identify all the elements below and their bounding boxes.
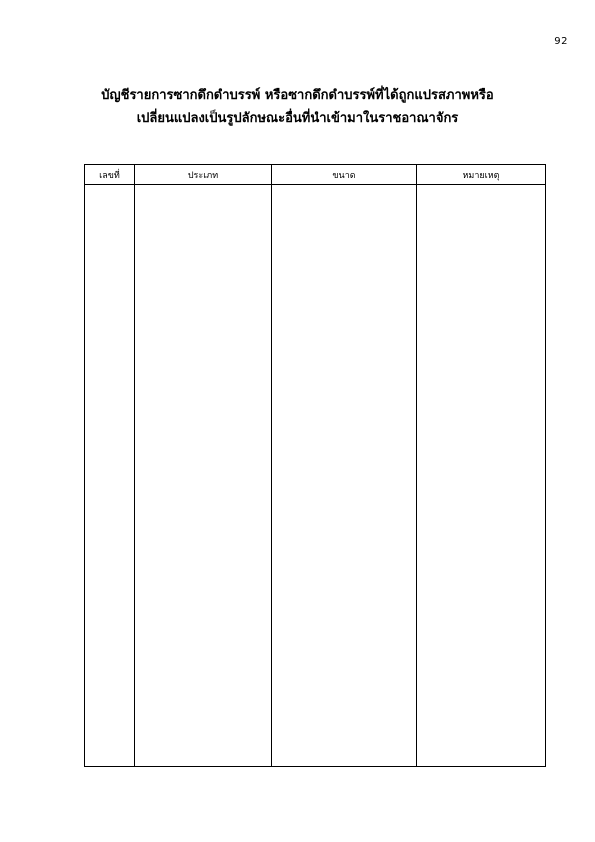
- table-body-row: [85, 185, 546, 767]
- column-header-size: ขนาด: [272, 165, 417, 185]
- cell-type: [135, 185, 272, 767]
- column-header-type: ประเภท: [135, 165, 272, 185]
- document-title: [0, 84, 595, 130]
- column-header-remarks: หมายเหตุ: [417, 165, 546, 185]
- column-header-number: เลขที่: [85, 165, 135, 185]
- cell-size: [272, 185, 417, 767]
- title-line-1: บัญชีรายการซากดึกดำบรรพ์ หรือซากดึกดำบรรพ์ที่ได้ถูกแปรสภาพหรือ: [101, 88, 494, 103]
- cell-remarks: [417, 185, 546, 767]
- page-number: 92: [554, 36, 568, 47]
- table-header-row: [85, 165, 546, 185]
- cell-number: [85, 185, 135, 767]
- title-line-2: เปลี่ยนแปลงเป็นรูปลักษณะอื่นที่นำเข้ามาในราชอาณาจักร: [136, 111, 459, 126]
- fossil-register-table: [84, 164, 546, 767]
